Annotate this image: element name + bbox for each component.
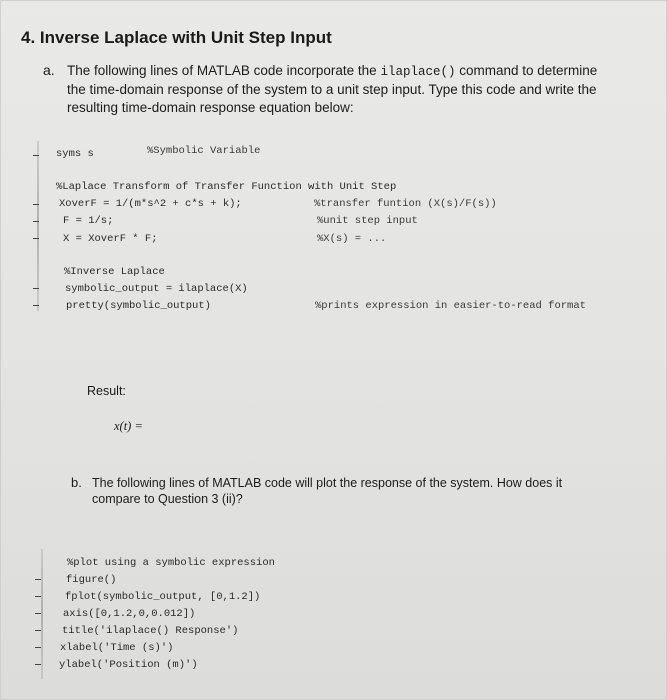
gutter-tick	[33, 204, 39, 205]
gutter-tick	[35, 579, 41, 580]
code-line: title('ilaplace() Response')	[62, 625, 239, 637]
result-label: Result:	[87, 384, 126, 398]
code-comment: %transfer funtion (X(s)/F(s))	[314, 198, 497, 210]
code-line: fplot(symbolic_output, [0,1.2])	[65, 591, 261, 603]
code-line: syms s	[56, 148, 94, 160]
code-line: axis([0,1.2,0,0.012])	[63, 608, 196, 620]
code-line: ylabel('Position (m)')	[59, 659, 198, 671]
gutter-tick	[35, 664, 41, 665]
gutter-tick	[33, 155, 39, 156]
code-line: %plot using a symbolic expression	[67, 557, 275, 569]
part-a-inline-code: ilaplace()	[380, 65, 456, 79]
code-line: XoverF = 1/(m*s^2 + c*s + k);	[59, 198, 242, 210]
gutter-tick	[33, 305, 39, 306]
code-line: xlabel('Time (s)')	[60, 642, 174, 654]
gutter-tick	[35, 647, 41, 648]
gutter-tick	[33, 238, 39, 239]
gutter-tick	[35, 630, 41, 631]
gutter-tick	[35, 596, 41, 597]
part-a-text-after: command to determine the time-domain response of the system to a unit step input. Type this code and write the resulting time-domain response equation below:	[67, 63, 598, 115]
code-line: symbolic_output = ilaplace(X)	[65, 283, 248, 295]
gutter-tick	[33, 288, 39, 289]
code-line: %Inverse Laplace	[64, 266, 165, 278]
gutter-bar-2	[41, 549, 43, 679]
code-line: pretty(symbolic_output)	[66, 300, 211, 312]
part-b-question: The following lines of MATLAB code will plot the response of the system. How does it compare to Question 3 (ii)?	[92, 476, 563, 506]
code-comment: %unit step input	[317, 215, 418, 227]
section-heading: 4. Inverse Laplace with Unit Step Input	[21, 28, 332, 47]
code-line: %Laplace Transform of Transfer Function with Unit Step	[56, 181, 397, 193]
part-a-text-before: The following lines of MATLAB code incorporate the	[67, 63, 377, 78]
gutter-bar-1	[37, 141, 39, 311]
part-b-letter: b.	[71, 475, 82, 490]
gutter-tick	[33, 221, 39, 222]
code-line: F = 1/s;	[63, 215, 114, 227]
gutter-tick	[35, 613, 41, 614]
part-a-letter: a.	[43, 62, 55, 78]
part-a-question	[67, 62, 607, 117]
code-comment: %prints expression in easier-to-read format	[315, 300, 586, 312]
result-equation: x(t) =	[114, 419, 143, 433]
code-comment: %X(s) = ...	[317, 233, 387, 245]
code-comment: %Symbolic Variable	[147, 145, 261, 157]
code-line: X = XoverF * F;	[63, 233, 158, 245]
code-line: figure()	[66, 574, 117, 586]
